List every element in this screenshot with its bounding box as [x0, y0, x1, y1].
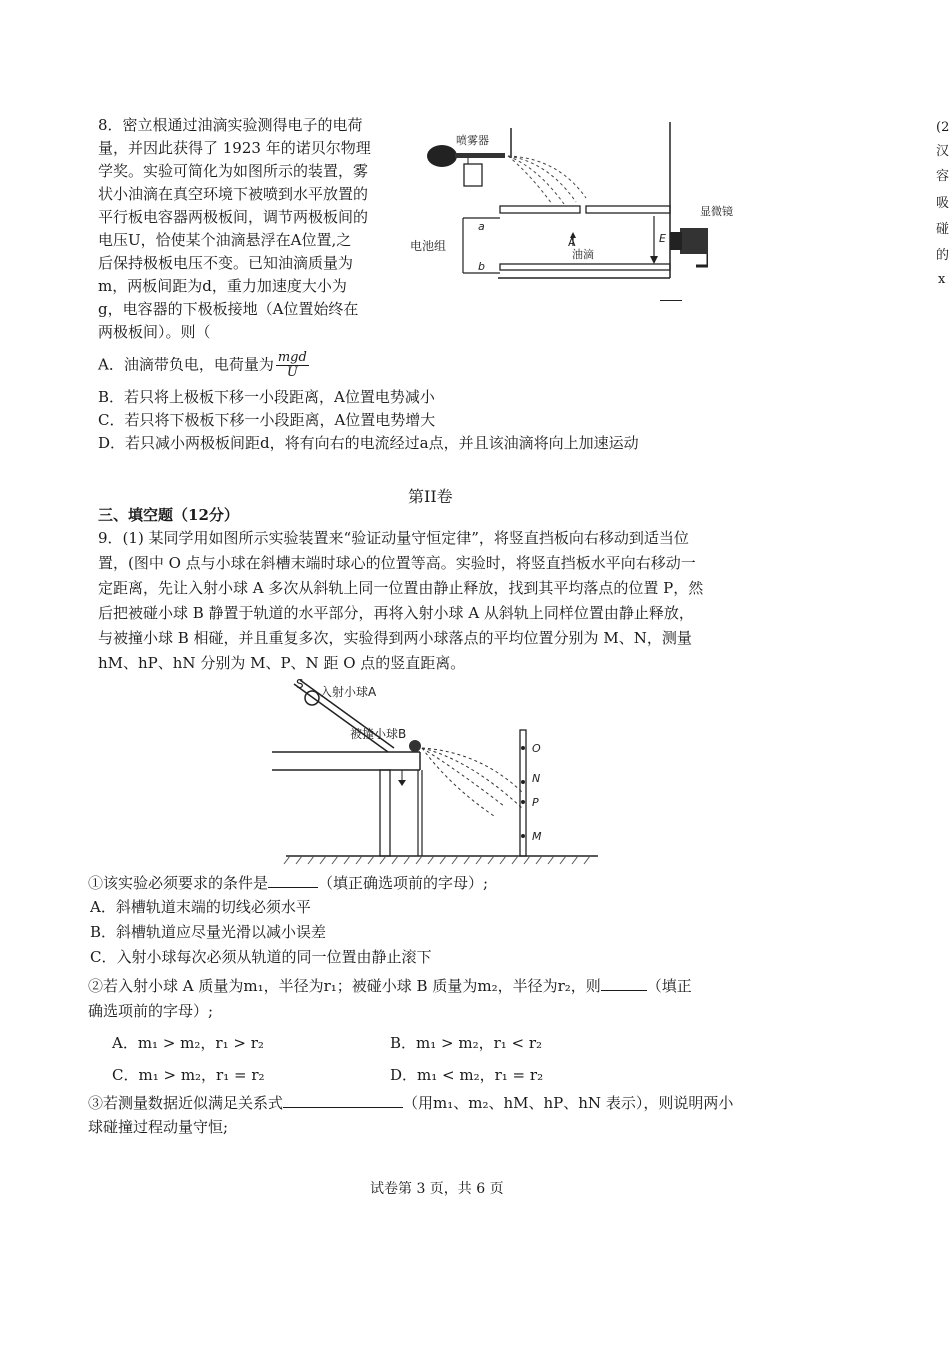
- margin-char: 碰: [936, 222, 950, 237]
- label-p: P: [532, 796, 539, 809]
- q8-option-b: B．若只将上极板下移一小段距离，A位置电势减小: [98, 388, 435, 406]
- margin-char: 汉: [936, 144, 950, 159]
- q9-sub3: [88, 1092, 733, 1114]
- q9-sub2-option-a: A．m₁ > m₂，r₁ > r₂: [112, 1034, 264, 1052]
- oil-drop-label: 油滴: [572, 248, 594, 261]
- battery-label: 电池组: [410, 239, 447, 253]
- q9-sub3-prefix: ③若测量数据近似满足关系式: [88, 1094, 284, 1112]
- q9-line: 定距离，先让入射小球 A 多次从斜轨上同一位置由静止释放，找到其平均落点的位置 P，然: [98, 579, 704, 597]
- label-m: M: [532, 830, 542, 843]
- point-a-label: A: [568, 236, 576, 249]
- sprayer-label: 喷雾器: [456, 134, 489, 147]
- answer-blank-1[interactable]: [268, 873, 318, 888]
- node-b-label: b: [478, 260, 485, 273]
- q8-line: 8．密立根通过油滴实验测得电子的电荷: [98, 116, 363, 134]
- divider: [660, 300, 682, 301]
- q9-line: 置，(图中 O 点与小球在斜槽末端时球心的位置等高。实验时，将竖直挡板水平向右移动一: [98, 554, 696, 572]
- q9-sub1-option-c: C．入射小球每次必须从轨道的同一位置由静止滚下: [90, 948, 432, 966]
- section3-title: 三、填空题（12分）: [98, 506, 239, 524]
- q9-line: 与被撞小球 B 相碰，并且重复多次，实验得到两小球落点的平均位置分别为 M、N，测量: [98, 629, 692, 647]
- q8-line: m，两板间距为d，重力加速度大小为: [98, 277, 347, 295]
- label-o: O: [532, 742, 541, 755]
- collision-apparatus-figure: [270, 676, 600, 870]
- q9-line: 后把被碰小球 B 静置于轨道的水平部分，再将入射小球 A 从斜轨上同样位置由静止释放，: [98, 604, 694, 622]
- q8-line: g，电容器的下极板接地（A位置始终在: [98, 300, 359, 318]
- q9-sub1: [88, 872, 488, 894]
- part2-title: 第II卷: [408, 487, 453, 506]
- label-ball-a: 入射小球A: [320, 685, 377, 699]
- q8-option-d: D．若只减小两极板间距d，将有向右的电流经过a点，并且该油滴将向上加速运动: [98, 434, 639, 452]
- q8-line: 后保持极板电压不变。已知油滴质量为: [98, 254, 354, 272]
- label-s: S: [296, 677, 304, 691]
- q8-option-a-text: A．油滴带负电，电荷量为: [98, 355, 274, 374]
- fraction-numerator: mgd: [277, 350, 307, 365]
- margin-char: 吸: [936, 196, 950, 211]
- q9-sub2-option-d: D．m₁ < m₂，r₁ = r₂: [390, 1066, 544, 1084]
- q9-sub1-prefix: ①该实验必须要求的条件是: [88, 874, 269, 892]
- fraction-denominator: U: [286, 365, 298, 380]
- page-footer: 试卷第 3 页，共 6 页: [370, 1181, 504, 1197]
- q8-option-a: [98, 351, 311, 380]
- microscope-label: 显微镜: [700, 205, 733, 218]
- label-ball-b: 被撞小球B: [350, 727, 407, 741]
- q8-line: 平行板电容器两极板间，调节两极板间的: [98, 208, 369, 226]
- q9-sub2-option-b: B．m₁ > m₂，r₁ < r₂: [390, 1034, 543, 1052]
- q8-line: 状小油滴在真空环境下被喷到水平放置的: [98, 185, 369, 203]
- q8-line: 电压U，恰使某个油滴悬浮在A位置,之: [98, 231, 352, 249]
- q8-line: 两极板间）。则（: [98, 323, 211, 341]
- q9-sub1-option-a: A．斜槽轨道末端的切线必须水平: [90, 898, 311, 916]
- q9-sub1-option-b: B．斜槽轨道应尽量光滑以减小误差: [90, 923, 327, 941]
- q8-option-a-fraction: [276, 351, 309, 380]
- margin-char: 的: [936, 248, 950, 263]
- q9-sub2-prefix: ②若入射小球 A 质量为m₁，半径为r₁；被碰小球 B 质量为m₂，半径为r₂，则: [88, 977, 601, 995]
- q9-line: 9．(1) 某同学用如图所示实验装置来“验证动量守恒定律”，将竖直挡板向右移动到适当位: [98, 529, 689, 547]
- field-e-label: E: [659, 232, 666, 245]
- node-a-label: a: [478, 220, 485, 233]
- q9-sub3-suffix: （用m₁、m₂、hM、hP、hN 表示），则说明两小: [403, 1094, 734, 1112]
- q9-sub2-line2: 确选项前的字母）;: [88, 1002, 214, 1020]
- q9-sub2: [88, 975, 692, 997]
- q9-sub1-suffix: （填正确选项前的字母）;: [318, 874, 489, 892]
- q9-line: hM、hP、hN 分别为 M、P、N 距 O 点的竖直距离。: [98, 654, 466, 672]
- q8-option-c: C．若只将下极板下移一小段距离，A位置电势增大: [98, 411, 436, 429]
- answer-blank-2[interactable]: [601, 976, 647, 991]
- q8-line: 量，并因此获得了 1923 年的诺贝尔物理: [98, 139, 371, 157]
- q9-sub2-suffix: （填正: [646, 977, 692, 995]
- q8-line: 学奖。实验可简化为如图所示的装置，雾: [98, 162, 369, 180]
- q9-sub3-line2: 球碰撞过程动量守恒;: [88, 1118, 229, 1136]
- label-n: N: [532, 772, 541, 785]
- margin-char: (2: [936, 120, 950, 135]
- answer-blank-3[interactable]: [283, 1093, 403, 1108]
- millikan-apparatus-figure: [408, 118, 708, 310]
- margin-char: 容: [936, 169, 950, 184]
- q9-sub2-option-c: C．m₁ > m₂，r₁ = r₂: [112, 1066, 265, 1084]
- margin-char: x: [938, 272, 946, 287]
